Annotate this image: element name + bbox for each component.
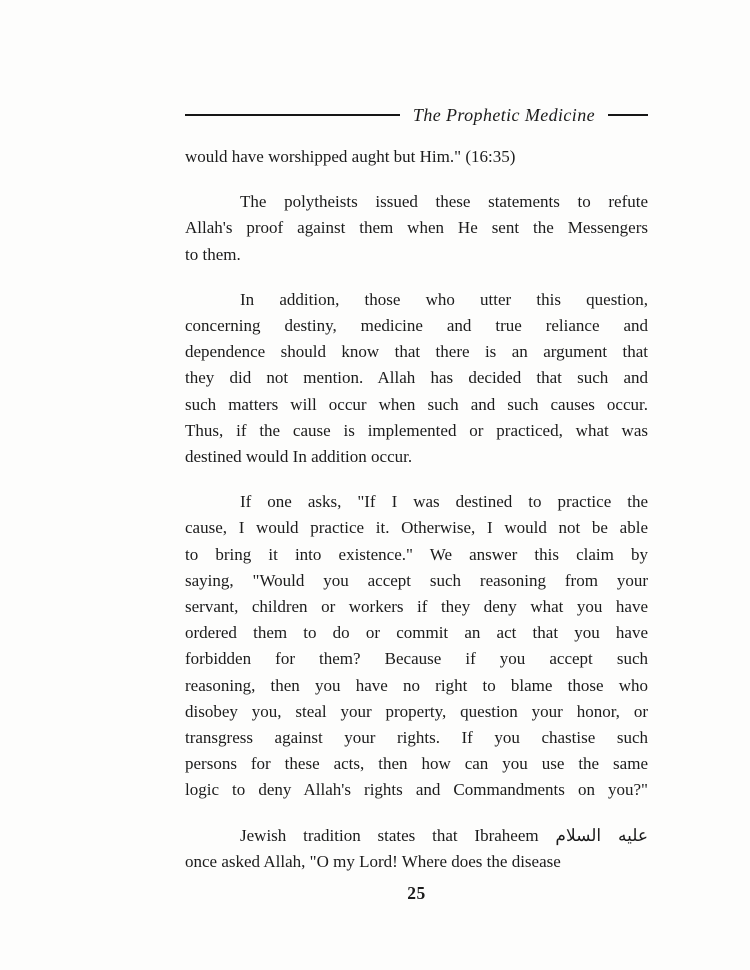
text-line: dependence should know that there is an argument that [185, 342, 648, 362]
paragraph [185, 189, 648, 268]
text-line: forbidden for them? Because if you accept such [185, 649, 648, 669]
text-line: servant, children or workers if they deny what you have [185, 597, 648, 617]
text-line: The polytheists issued these statements to refute [240, 192, 648, 212]
text-line: Allah's proof against them when He sent the Messengers [185, 218, 648, 238]
page-body [185, 144, 648, 875]
text-line: disobey you, steal your property, question your honor, or [185, 701, 648, 721]
text-line: Thus, if the cause is implemented or practiced, what was [185, 420, 648, 440]
text-line: they did not mention. Allah has decided that such and [185, 368, 648, 388]
text-line: to them. [185, 244, 241, 264]
text-line: such matters will occur when such and such causes occur. [185, 394, 648, 414]
text-line: In addition, those who utter this question, [240, 289, 648, 309]
text-line: to bring it into existence." We answer this claim by [185, 544, 648, 564]
text-line: concerning destiny, medicine and true reliance and [185, 316, 648, 336]
text-line: cause, I would practice it. Otherwise, I would not be able [185, 518, 648, 538]
page-number: 25 [407, 883, 426, 903]
text-line: Jewish tradition states that Ibraheem عليه السلام [240, 825, 648, 845]
text-line: If one asks, "If I was destined to practice the [240, 492, 648, 512]
paragraph [185, 489, 648, 803]
running-title: The Prophetic Medicine [412, 104, 595, 125]
text-line: persons for these acts, then how can you use the same [185, 754, 648, 774]
text-line: would have worshipped aught but Him." (16:35) [185, 147, 516, 166]
text-line: logic to deny Allah's rights and Commandments on you?" [185, 780, 648, 800]
text-line: transgress against your rights. If you chastise such [185, 728, 648, 748]
header-rule-left [185, 114, 400, 116]
text-line: reasoning, then you have no right to blame those who [185, 675, 648, 695]
text-line: once asked Allah, "O my Lord! Where does the disease [185, 851, 561, 871]
paragraph [185, 287, 648, 470]
paragraph [185, 144, 648, 170]
text-line: saying, "Would you accept such reasoning from your [185, 570, 648, 590]
text-line: ordered them to do or commit an act that you have [185, 623, 648, 643]
paragraph [185, 823, 648, 875]
header-rule-right [608, 114, 648, 116]
page-header [185, 103, 648, 127]
text-line: destined would In addition occur. [185, 447, 413, 467]
